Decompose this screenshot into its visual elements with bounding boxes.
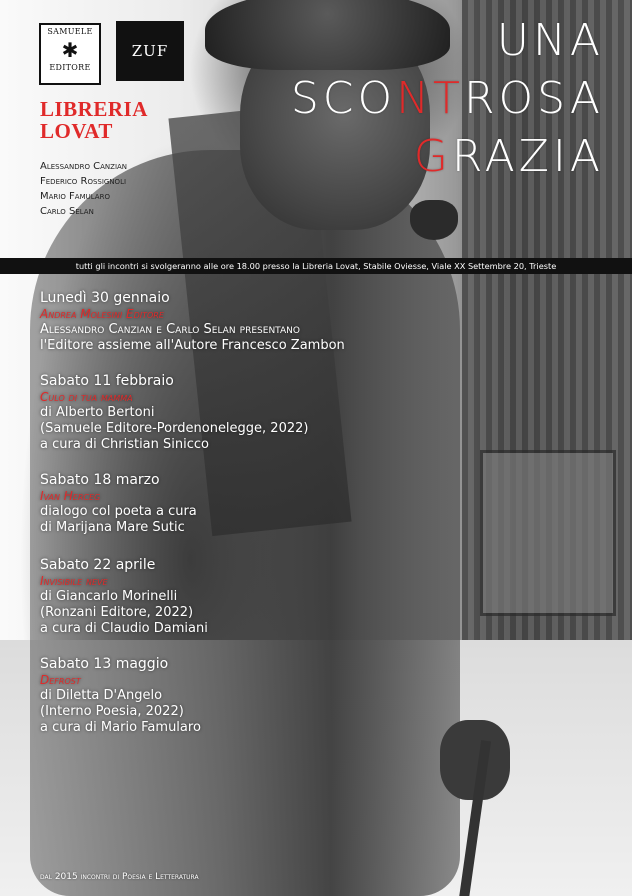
event-line: (Samuele Editore-Pordenonelegge, 2022) [40,421,309,436]
event-item [40,373,600,453]
zuf-logo: ZUF [116,21,184,81]
title-segment-accent: NT [396,73,464,124]
event-subtitle: Ivan Herceg [40,489,101,503]
samuele-logo-bottom: EDITORE [49,63,91,72]
event-date: Sabato 13 maggio [40,656,169,672]
event-subtitle: Culo di tua mamma [40,390,133,404]
event-date: Lunedì 30 gennaio [40,290,170,306]
libreria-line1: LIBRERIA [40,97,148,121]
event-line: Alessandro Canzian e Carlo Selan presentano [40,322,300,337]
pipe-icon [410,200,458,240]
organizer-name: Federico Rossignoli [40,176,127,187]
event-item [40,290,600,354]
event-line: (Interno Poesia, 2022) [40,704,184,719]
organizer-name: Mario Famularo [40,191,110,202]
title-line3 [291,128,604,186]
event-subtitle: Andrea Molesini Editore [40,307,164,321]
samuele-logo-top: SAMUELE [47,27,93,36]
libreria-lovat-logo [40,98,148,142]
info-band: tutti gli incontri si svolgeranno alle ore 18.00 presso la Libreria Lovat, Stabile Oviesse, Viale XX Settembre 20, Trieste [0,258,632,274]
samuele-editore-logo [39,23,101,85]
event-date: Sabato 18 marzo [40,472,160,488]
poster-footer: dal 2015 incontri di Poesia e Letteratura [40,872,199,882]
title-segment: SCO [290,73,397,124]
title-segment: RAZIA [451,131,604,182]
event-line: di Marijana Mare Sutic [40,520,185,535]
event-date: Sabato 11 febbraio [40,373,174,389]
event-line: dialogo col poeta a cura [40,504,197,519]
event-line: di Diletta D'Angelo [40,688,163,703]
title-line2 [291,70,604,128]
event-line: a cura di Mario Famularo [40,720,201,735]
event-line: a cura di Claudio Damiani [40,621,208,636]
event-line: di Alberto Bertoni [40,405,155,420]
organizer-name: Carlo Selan [40,206,94,217]
event-subtitle: Invisibile neve [40,574,108,588]
organizers-list [40,159,127,219]
event-line: a cura di Christian Sinicco [40,437,209,452]
event-date: Sabato 22 aprile [40,557,156,573]
title-line1: UNA [496,15,604,66]
poster-title [291,12,604,186]
event-line: (Ronzani Editore, 2022) [40,605,194,620]
libreria-line2: LOVAT [40,119,113,143]
event-subtitle: Defrost [40,673,81,687]
title-segment: ROSA [463,73,604,124]
organizer-name: Alessandro Canzian [40,161,128,172]
event-line: l'Editore assieme all'Autore Francesco Zambon [40,338,345,353]
event-item [40,656,600,736]
event-item [40,557,600,637]
title-segment-accent: G [413,131,452,182]
events-list [40,290,600,755]
event-item [40,472,600,536]
event-line: di Giancarlo Morinelli [40,589,178,604]
bee-icon: ✱ [61,38,79,62]
